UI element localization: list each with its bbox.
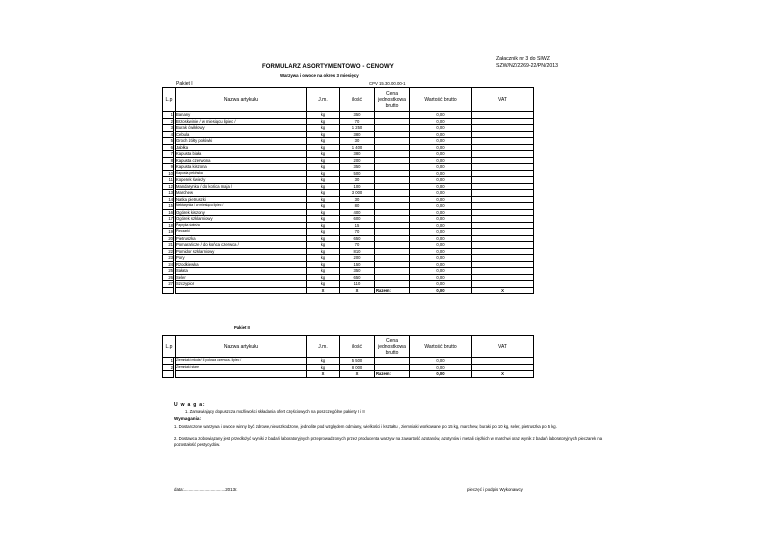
row-lp: 24	[163, 261, 174, 268]
sum-vat: X	[472, 371, 534, 378]
attachment-reference	[496, 56, 586, 69]
row-name: Ogórek kiszony	[176, 209, 307, 216]
sum-name	[176, 287, 307, 294]
row-name: Kapusta biała	[176, 151, 307, 158]
row-qty: 1 250	[340, 125, 375, 132]
summary-row	[163, 371, 534, 378]
cpv-code: CPV 15.30.00.00-1	[369, 81, 406, 86]
row-qty: 30	[340, 138, 375, 145]
row-lp: 22	[163, 248, 174, 255]
row-name: Groch żółty połówki	[176, 138, 307, 145]
header-lp: L.p	[163, 88, 176, 112]
form-title: FORMULARZ ASORTYMENTOWO - CENOWY	[262, 64, 394, 70]
row-unit: kg	[307, 216, 340, 223]
row-name: Marchew	[176, 190, 307, 197]
row-qty: 200	[340, 255, 375, 262]
row-total: 0,00	[410, 118, 472, 125]
header-unit-price: Cena jednostkowa brutto	[375, 88, 410, 112]
attachment-line-1: Załacznik nr 3 do SIWZ	[496, 56, 550, 62]
row-unit: kg	[307, 112, 340, 119]
row-lp: 13	[163, 190, 174, 197]
requirements-heading: Wymagania:	[174, 416, 201, 421]
row-total: 0,00	[410, 157, 472, 164]
row-unit: kg	[307, 203, 340, 210]
header-lp: L.p	[163, 336, 176, 358]
row-total: 0,00	[410, 151, 472, 158]
row-qty: 350	[340, 268, 375, 275]
sum-label: Razem:	[375, 287, 410, 294]
row-unit: kg	[307, 164, 340, 171]
sum-qty: X	[340, 371, 375, 378]
row-name: Kapusta pekińska	[176, 170, 307, 177]
sum-total: 0,00	[410, 287, 472, 294]
requirement-2: 2. Dostawca zobowiązany jest przedłożyć wyniki z badań laboratoryjnych przeprowadzonych przez producenta warzyw na zawartość azotanów, azotynów i metali ciężkich w marchwi oraz wynik z badań laboratoryjnych pieczarek na pozostałość pestycydów.	[174, 436, 603, 447]
row-total: 0,00	[410, 268, 472, 275]
row-total: 0,00	[410, 358, 472, 365]
row-total: 0,00	[410, 261, 472, 268]
row-qty: 110	[340, 281, 375, 288]
row-name: Pomarańcze / do końca czerwca /	[176, 242, 307, 249]
summary-row	[163, 287, 534, 294]
notes-heading: U w a g a:	[174, 402, 206, 408]
row-total: 0,00	[410, 229, 472, 236]
sum-unit: X	[307, 287, 340, 294]
row-total: 0,00	[410, 281, 472, 288]
header-vat: VAT	[472, 88, 534, 112]
row-name: Rzodkiewka	[176, 261, 307, 268]
row-name: Banany	[176, 112, 307, 119]
row-lp: 1	[163, 358, 174, 365]
row-qty: 380	[340, 151, 375, 158]
row-lp: 4	[163, 131, 174, 138]
sum-lp	[163, 371, 174, 378]
row-name: Mandarynka / do końca maja /	[176, 183, 307, 190]
row-name: Natka pietruszki	[176, 196, 307, 203]
row-total: 0,00	[410, 255, 472, 262]
row-qty: 80	[340, 203, 375, 210]
row-unit: kg	[307, 157, 340, 164]
row-unit: kg	[307, 138, 340, 145]
row-name: Ogórek szklarniowy	[176, 216, 307, 223]
row-unit: kg	[307, 131, 340, 138]
row-unit: kg	[307, 364, 340, 371]
header-qty: ilość	[340, 336, 375, 358]
row-total: 0,00	[410, 216, 472, 223]
sum-lp	[163, 287, 174, 294]
packet-2-label: Pakiet II	[234, 325, 250, 330]
row-total: 0,00	[410, 170, 472, 177]
row-name: Koperek świeży	[176, 177, 307, 184]
row-unit: kg	[307, 229, 340, 236]
row-lp: 8	[163, 157, 174, 164]
row-total: 0,00	[410, 144, 472, 151]
row-total: 0,00	[410, 131, 472, 138]
row-unit: kg	[307, 183, 340, 190]
header-vat: VAT	[472, 336, 534, 358]
header-unit-price: Cena jednostkowa brutto	[375, 336, 410, 358]
row-total: 0,00	[410, 274, 472, 281]
form-subtitle: Warzywa i owoce na okres 3 miesięcy	[280, 73, 359, 78]
row-qty: 650	[340, 235, 375, 242]
row-name: Burak ćwikłowy	[176, 125, 307, 132]
row-qty: 650	[340, 274, 375, 281]
row-total: 0,00	[410, 222, 472, 229]
row-lp: 18	[163, 222, 174, 229]
row-name: Nektarynka / w miesiącu lipiec /	[176, 203, 307, 210]
row-qty: 8 000	[340, 364, 375, 371]
header-unit: J.m.	[307, 88, 340, 112]
row-unit: kg	[307, 274, 340, 281]
sum-total: 0,00	[410, 371, 472, 378]
row-name: Szczypior	[176, 281, 307, 288]
row-name: Pieczarki	[176, 229, 307, 236]
row-name: Kapusta kiszona	[176, 164, 307, 171]
row-total: 0,00	[410, 203, 472, 210]
row-lp: 11	[163, 177, 174, 184]
row-lp: 17	[163, 216, 174, 223]
signature-label: pieczęć i podpis Wykonawcy	[467, 487, 523, 492]
row-qty: 150	[340, 261, 375, 268]
row-unit: kg	[307, 144, 340, 151]
row-qty: 350	[340, 112, 375, 119]
row-name: Cebula	[176, 131, 307, 138]
row-lp: 9	[163, 164, 174, 171]
row-qty: 30	[340, 196, 375, 203]
row-lp: 2	[163, 364, 174, 371]
row-qty: 500	[340, 170, 375, 177]
row-lp: 6	[163, 144, 174, 151]
row-unit: kg	[307, 170, 340, 177]
row-lp: 3	[163, 125, 174, 132]
header-unit: J.m.	[307, 336, 340, 358]
row-total: 0,00	[410, 235, 472, 242]
row-qty: 600	[340, 216, 375, 223]
sum-label: Razem:	[375, 371, 410, 378]
note-partial-offers: 1. Zamawiający dopuszcza możliwości składania ofert częściowych na poszczególne pakiety I i II	[185, 409, 365, 414]
row-total: 0,00	[410, 364, 472, 371]
row-unit: kg	[307, 118, 340, 125]
row-name: Seler	[176, 274, 307, 281]
row-name: Jabłka	[176, 144, 307, 151]
row-unit: kg	[307, 242, 340, 249]
header-name: Nazwa artykułu	[176, 336, 307, 358]
row-lp: 27	[163, 281, 174, 288]
row-lp: 12	[163, 183, 174, 190]
row-total: 0,00	[410, 248, 472, 255]
row-unit: kg	[307, 196, 340, 203]
row-qty: 400	[340, 209, 375, 216]
header-name: Nazwa artykułu	[176, 88, 307, 112]
row-lp: 23	[163, 255, 174, 262]
row-lp: 15	[163, 203, 174, 210]
row-total: 0,00	[410, 190, 472, 197]
row-total: 0,00	[410, 125, 472, 132]
row-qty: 15	[340, 222, 375, 229]
row-qty: 5 500	[340, 358, 375, 365]
row-name: Kapusta czerwona	[176, 157, 307, 164]
row-lp: 10	[163, 170, 174, 177]
row-lp: 21	[163, 242, 174, 249]
row-unit: kg	[307, 235, 340, 242]
row-total: 0,00	[410, 196, 472, 203]
row-name: Brzoskwinie / w miesiącu lipiec /	[176, 118, 307, 125]
row-unit: kg	[307, 222, 340, 229]
row-unit: kg	[307, 209, 340, 216]
row-qty: 200	[340, 157, 375, 164]
row-unit: kg	[307, 190, 340, 197]
sum-unit: X	[307, 371, 340, 378]
row-unit: kg	[307, 151, 340, 158]
row-total: 0,00	[410, 242, 472, 249]
row-lp: 26	[163, 274, 174, 281]
row-lp: 5	[163, 138, 174, 145]
row-total: 0,00	[410, 112, 472, 119]
row-total: 0,00	[410, 209, 472, 216]
row-lp: 1	[163, 112, 174, 119]
row-lp: 7	[163, 151, 174, 158]
row-unit: kg	[307, 281, 340, 288]
row-unit: kg	[307, 125, 340, 132]
row-unit: kg	[307, 248, 340, 255]
row-total: 0,00	[410, 177, 472, 184]
row-total: 0,00	[410, 138, 472, 145]
row-lp: 19	[163, 229, 174, 236]
sum-name	[176, 371, 307, 378]
packet-2-table	[162, 335, 534, 378]
header-total: Wartość brutto	[410, 88, 472, 112]
requirement-1: 1. Dostarczone warzywa i owoce winny być zdrowe,nieuszkodzone, jednolite pod względem odmiany, wielkości i kształtu , ziemniaki workowane po 15 kg, marchew, buraki po 10 kg, seler, pietruszka po 5 kg.	[174, 424, 557, 429]
row-lp: 20	[163, 235, 174, 242]
row-total: 0,00	[410, 164, 472, 171]
row-total: 0,00	[410, 183, 472, 190]
sum-vat: X	[472, 287, 534, 294]
row-qty: 380	[340, 131, 375, 138]
row-unit: kg	[307, 177, 340, 184]
row-qty: 3 000	[340, 190, 375, 197]
row-name: Papryka świeża	[176, 222, 307, 229]
row-qty: 70	[340, 242, 375, 249]
row-qty: 350	[340, 164, 375, 171]
row-unit: kg	[307, 255, 340, 262]
row-unit: kg	[307, 261, 340, 268]
row-unit: kg	[307, 358, 340, 365]
row-name: Sałata	[176, 268, 307, 275]
packet-1-table	[162, 87, 534, 294]
date-field: data:..................................2013r.	[174, 487, 238, 492]
row-name: Pietruszka	[176, 235, 307, 242]
row-qty: 70	[340, 118, 375, 125]
attachment-line-2: SZW/NZ/2269-22/PN/2013	[496, 62, 558, 69]
row-qty: 100	[340, 183, 375, 190]
packet-1-label: Pakiet I	[176, 81, 193, 87]
row-name: Ziemniaki stare	[176, 364, 307, 371]
header-qty: ilość	[340, 88, 375, 112]
sum-qty: X	[340, 287, 375, 294]
row-name: Pomidor szklarniowy	[176, 248, 307, 255]
row-unit: kg	[307, 268, 340, 275]
row-lp: 14	[163, 196, 174, 203]
header-total: Wartość brutto	[410, 336, 472, 358]
row-qty: 1 400	[340, 144, 375, 151]
row-name: Pory	[176, 255, 307, 262]
row-lp: 16	[163, 209, 174, 216]
row-name: Ziemniaki młode/ II połowa czerwca- lipiec /	[176, 358, 307, 365]
row-qty: 810	[340, 248, 375, 255]
row-qty: 70	[340, 229, 375, 236]
row-lp: 25	[163, 268, 174, 275]
row-qty: 30	[340, 177, 375, 184]
row-lp: 2	[163, 118, 174, 125]
